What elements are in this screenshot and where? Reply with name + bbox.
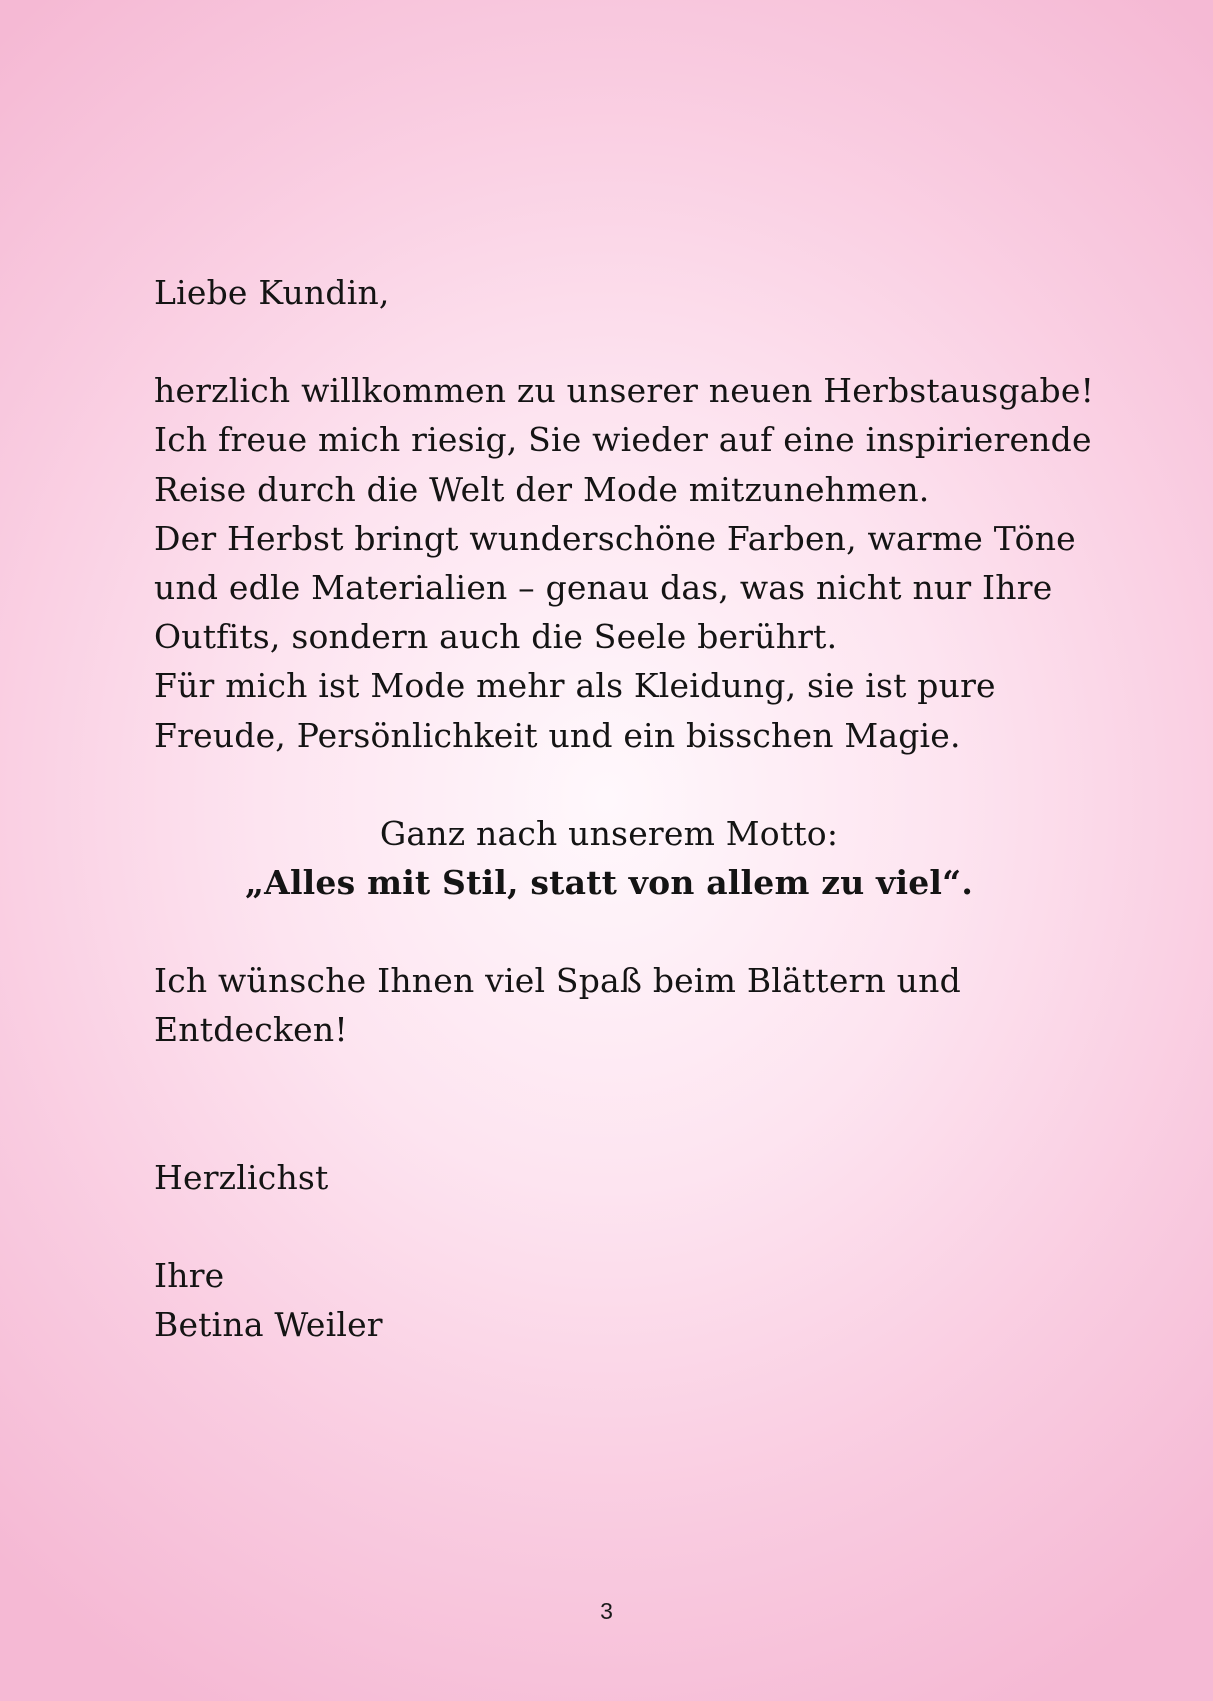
body-line: Für mich ist Mode mehr als Kleidung, sie ist pure: [154, 666, 996, 706]
body-line: Der Herbst bringt wunderschöne Farben, warme Töne: [154, 518, 1076, 558]
wish-line: Entdecken!: [154, 1010, 348, 1050]
letter-body: [154, 268, 1095, 1349]
motto-block: [154, 809, 1064, 907]
body-line: Ich freue mich riesig, Sie wieder auf eine inspirierende: [154, 420, 1092, 460]
signature-name: Betina Weiler: [154, 1305, 383, 1345]
body-line: Outfits, sondern auch die Seele berührt.: [154, 617, 838, 657]
letter-paragraph: [154, 366, 1095, 760]
body-line: und edle Materialien – genau das, was nicht nur Ihre: [154, 568, 1053, 608]
body-line: herzlich willkommen zu unserer neuen Herbstausgabe!: [154, 371, 1095, 411]
page-number: 3: [600, 1598, 613, 1624]
wish-line: Ich wünsche Ihnen viel Spaß beim Blättern und: [154, 961, 961, 1001]
letter-greeting: Liebe Kundin,: [154, 273, 390, 312]
closing-text: Herzlichst: [154, 1157, 329, 1197]
body-line: Freude, Persönlichkeit und ein bisschen Magie.: [154, 715, 961, 755]
wish-paragraph: [154, 956, 1074, 1054]
motto-intro: Ganz nach unserem Motto:: [379, 813, 839, 853]
signoff-text: Ihre: [154, 1255, 225, 1295]
motto-quote: „Alles mit Stil, statt von allem zu viel“.: [244, 863, 974, 903]
body-line: Reise durch die Welt der Mode mitzunehmen.: [154, 469, 930, 509]
